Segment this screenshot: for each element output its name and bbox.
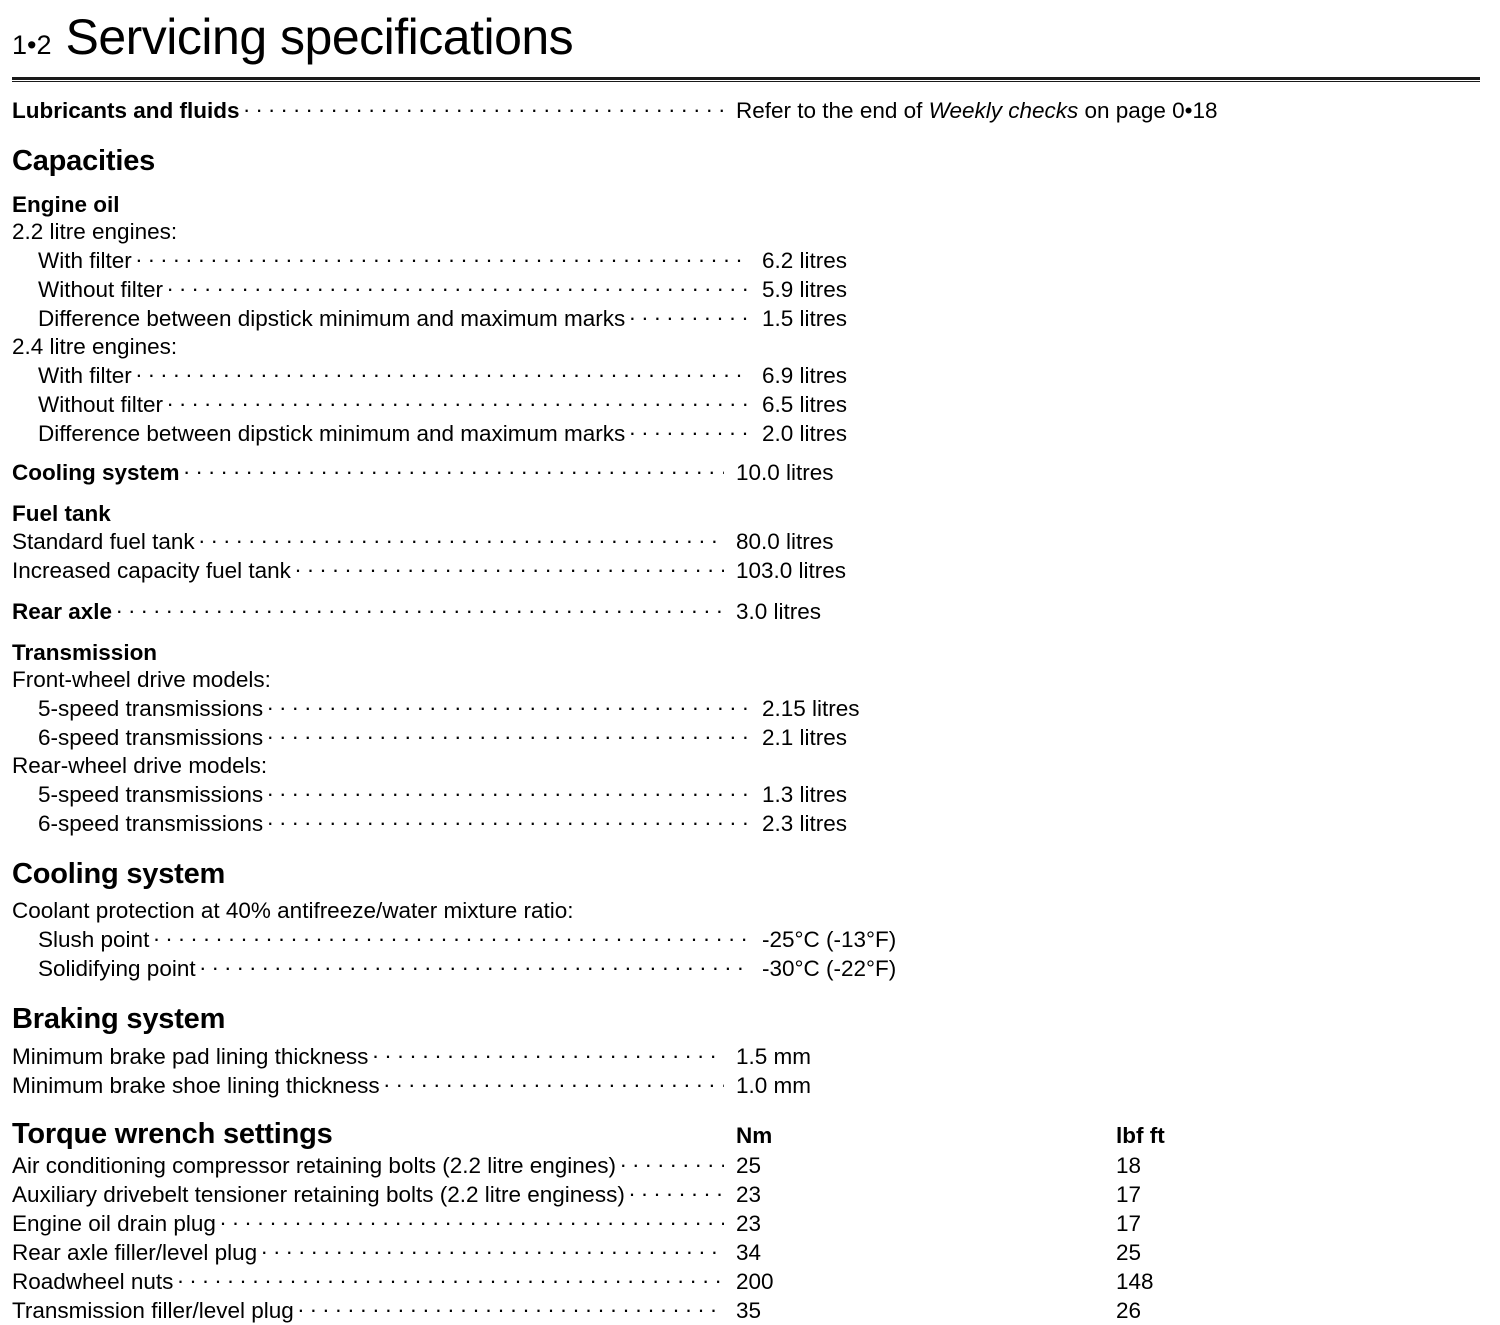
dot-leader — [167, 390, 750, 412]
torque-value-nm: 35 — [736, 1298, 762, 1323]
spec-row-rear-axle — [12, 597, 1490, 626]
spec-value: 1.3 litres — [762, 782, 848, 807]
spec-value: 2.0 litres — [762, 421, 848, 446]
spec-value: 2.1 litres — [762, 725, 848, 750]
spec-row — [12, 275, 1490, 304]
spec-value: 6.9 litres — [762, 363, 848, 388]
torque-value-nm: 23 — [736, 1211, 762, 1236]
spec-value: -25°C (-13°F) — [762, 927, 897, 952]
section-heading-capacities: Capacities — [12, 145, 156, 177]
lubricants-note-after: on page 0•18 — [1078, 98, 1218, 123]
spec-label: Increased capacity fuel tank — [12, 558, 291, 583]
spec-row — [12, 361, 1490, 390]
spec-value: 2.3 litres — [762, 811, 848, 836]
spec-value: 6.2 litres — [762, 248, 848, 273]
spec-label: 6-speed transmissions — [38, 725, 264, 750]
engine-oil-group-label: 2.2 litre engines: — [12, 219, 178, 244]
dot-leader — [620, 1151, 724, 1173]
page-title: Servicing specifications — [65, 9, 574, 65]
torque-table-row — [12, 1267, 1490, 1296]
spec-value: 80.0 litres — [736, 529, 834, 554]
spec-row — [12, 780, 1490, 809]
dot-leader — [295, 556, 724, 578]
torque-value-nm: 23 — [736, 1182, 762, 1207]
subsection-heading-transmission: Transmission — [12, 640, 158, 665]
spec-value: 10.0 litres — [736, 460, 834, 485]
spec-value: 2.15 litres — [762, 696, 860, 721]
torque-table-header — [12, 1118, 1490, 1151]
spec-label: Minimum brake pad lining thickness — [12, 1044, 369, 1069]
spec-label: Solidifying point — [38, 956, 196, 981]
spec-row-cooling-system — [12, 458, 1490, 487]
subsection-heading-fuel-tank: Fuel tank — [12, 501, 111, 526]
spec-label: Difference between dipstick minimum and maximum marks — [38, 306, 626, 331]
dot-leader — [267, 809, 750, 831]
cooling-system-intro: Coolant protection at 40% antifreeze/water mixture ratio: — [12, 898, 574, 923]
torque-value-lbf: 26 — [1116, 1298, 1142, 1323]
spec-label: Difference between dipstick minimum and maximum marks — [38, 421, 626, 446]
torque-table-row — [12, 1238, 1490, 1267]
spec-row — [12, 419, 1490, 448]
dot-leader — [372, 1042, 724, 1064]
torque-value-lbf: 18 — [1116, 1153, 1142, 1178]
lubricants-note — [736, 97, 1218, 125]
page-folio: 1•2 — [12, 30, 52, 60]
spec-label: Without filter — [38, 277, 164, 302]
dot-leader — [629, 304, 750, 326]
spec-label: With filter — [38, 363, 132, 388]
spec-value: 6.5 litres — [762, 392, 848, 417]
dot-leader — [136, 246, 750, 268]
spec-label: Slush point — [38, 927, 150, 952]
dot-leader — [220, 1209, 724, 1231]
page-header — [12, 0, 1490, 65]
engine-oil-group-label: 2.4 litre engines: — [12, 334, 178, 359]
section-heading-torque-wrench-settings: Torque wrench settings — [12, 1118, 333, 1150]
dot-leader — [267, 694, 750, 716]
spec-label: Standard fuel tank — [12, 529, 195, 554]
spec-row — [12, 723, 1490, 752]
dot-leader — [629, 419, 750, 441]
torque-table-row — [12, 1180, 1490, 1209]
spec-value: 5.9 litres — [762, 277, 848, 302]
spec-label: 5-speed transmissions — [38, 782, 264, 807]
torque-value-lbf: 17 — [1116, 1211, 1142, 1236]
dot-leader — [267, 723, 750, 745]
spec-value: 3.0 litres — [736, 599, 822, 624]
spec-row — [12, 1042, 1490, 1071]
transmission-group-label: Rear-wheel drive models: — [12, 753, 268, 778]
torque-label: Air conditioning compressor retaining bolts (2.2 litre engines) — [12, 1153, 617, 1178]
spec-label: Minimum brake shoe lining thickness — [12, 1073, 380, 1098]
section-heading-cooling-system: Cooling system — [12, 858, 226, 890]
spec-value: 1.0 mm — [736, 1073, 812, 1098]
spec-row — [12, 304, 1490, 333]
torque-value-nm: 34 — [736, 1240, 762, 1265]
dot-leader — [177, 1267, 724, 1289]
spec-label: Cooling system — [12, 460, 180, 485]
torque-table-row — [12, 1296, 1490, 1325]
torque-value-lbf: 148 — [1116, 1269, 1154, 1294]
torque-value-lbf: 25 — [1116, 1240, 1142, 1265]
dot-leader — [200, 954, 750, 976]
torque-value-nm: 25 — [736, 1153, 762, 1178]
dot-leader — [153, 925, 750, 947]
spec-value: 1.5 mm — [736, 1044, 812, 1069]
dot-leader — [116, 597, 724, 619]
spec-row — [12, 954, 1490, 983]
dot-leader — [184, 458, 724, 480]
spec-row — [12, 527, 1490, 556]
spec-row — [12, 1071, 1490, 1100]
spec-value: 1.5 litres — [762, 306, 848, 331]
dot-leader — [267, 780, 750, 802]
spec-label: Rear axle — [12, 599, 113, 624]
torque-label: Rear axle filler/level plug — [12, 1240, 258, 1265]
spec-label: 5-speed transmissions — [38, 696, 264, 721]
spec-row — [12, 390, 1490, 419]
lubricants-note-before: Refer to the end of — [736, 98, 929, 123]
torque-col-header-lbf-ft: lbf ft — [1116, 1123, 1165, 1148]
spec-label: With filter — [38, 248, 132, 273]
section-heading-braking-system: Braking system — [12, 1003, 226, 1035]
dot-leader — [629, 1180, 724, 1202]
torque-label: Roadwheel nuts — [12, 1269, 174, 1294]
torque-label: Auxiliary drivebelt tensioner retaining bolts (2.2 litre enginess) — [12, 1182, 625, 1207]
subsection-heading-engine-oil: Engine oil — [12, 192, 120, 217]
spec-row — [12, 925, 1490, 954]
spec-value: 103.0 litres — [736, 558, 847, 583]
torque-value-nm: 200 — [736, 1269, 774, 1294]
dot-leader — [199, 527, 724, 549]
spec-row — [12, 556, 1490, 585]
dot-leader — [244, 96, 724, 118]
spec-row — [12, 694, 1490, 723]
lubricants-note-italic: Weekly checks — [928, 98, 1079, 123]
lubricants-and-fluids-row — [12, 96, 1490, 125]
lubricants-label: Lubricants and fluids — [12, 98, 240, 123]
torque-col-header-nm: Nm — [736, 1123, 773, 1148]
dot-leader — [136, 361, 750, 383]
torque-label: Engine oil drain plug — [12, 1211, 216, 1236]
transmission-group-label: Front-wheel drive models: — [12, 667, 271, 692]
spec-row — [12, 246, 1490, 275]
header-divider — [12, 77, 1480, 82]
spec-row — [12, 809, 1490, 838]
spec-label: Without filter — [38, 392, 164, 417]
dot-leader — [261, 1238, 724, 1260]
dot-leader — [384, 1071, 724, 1093]
torque-label: Transmission filler/level plug — [12, 1298, 294, 1323]
spec-label: 6-speed transmissions — [38, 811, 264, 836]
torque-value-lbf: 17 — [1116, 1182, 1142, 1207]
torque-table-row — [12, 1209, 1490, 1238]
dot-leader — [298, 1296, 724, 1318]
dot-leader — [167, 275, 750, 297]
spec-value: -30°C (-22°F) — [762, 956, 897, 981]
torque-table-row — [12, 1151, 1490, 1180]
